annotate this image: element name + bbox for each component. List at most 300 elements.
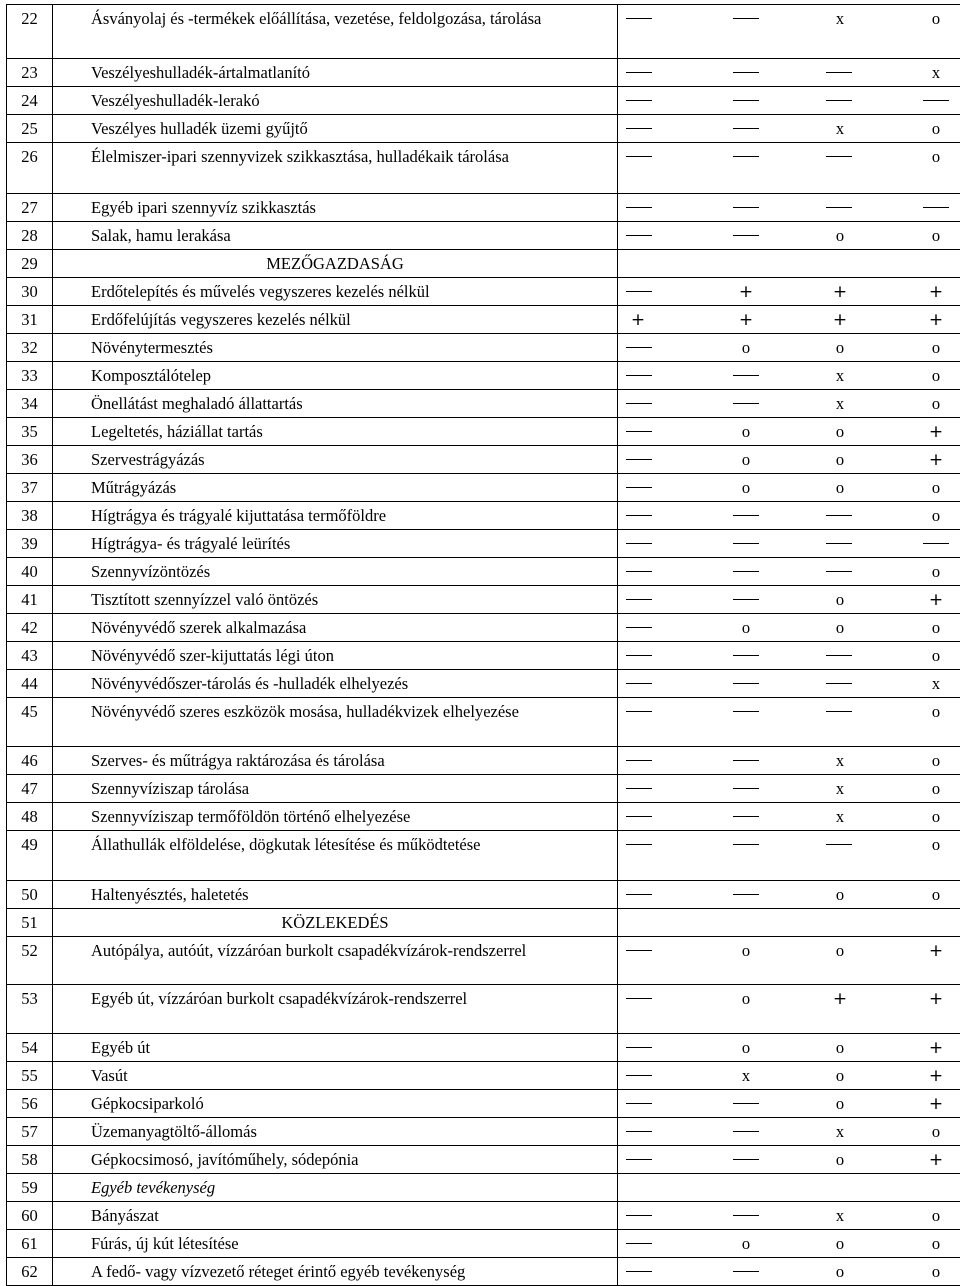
mark-col-2 (733, 894, 759, 895)
mark-col-1 (626, 788, 652, 789)
mark-col-4: o (906, 835, 960, 855)
mark-col-2 (733, 100, 759, 101)
mark-col-4: + (906, 450, 960, 470)
rating-marks (618, 143, 960, 194)
rating-marks (618, 115, 960, 143)
mark-col-4: o (906, 478, 960, 498)
table-row (7, 446, 960, 474)
activity-label: Szennyvíziszap termőföldön történő elhelyezése (53, 803, 618, 831)
section-heading: MEZŐGAZDASÁG (53, 250, 618, 278)
activity-label: Veszélyes hulladék üzemi gyűjtő (53, 115, 618, 143)
mark-col-2: o (716, 1038, 776, 1058)
mark-col-2: o (716, 989, 776, 1009)
mark-col-1 (626, 998, 652, 999)
mark-col-4 (923, 207, 949, 208)
rating-marks (618, 803, 960, 831)
mark-col-2: o (716, 450, 776, 470)
table-row (7, 747, 960, 775)
rating-marks (618, 222, 960, 250)
row-number: 49 (7, 831, 53, 881)
mark-col-3: o (810, 618, 870, 638)
mark-col-3 (826, 515, 852, 516)
mark-col-1 (626, 375, 652, 376)
rating-marks (618, 698, 960, 747)
mark-col-3: o (810, 226, 870, 246)
activity-label: Műtrágyázás (53, 474, 618, 502)
activity-label: Szervestrágyázás (53, 446, 618, 474)
row-number: 53 (7, 985, 53, 1034)
activity-label: Bányászat (53, 1202, 618, 1230)
activity-label: Hígtrágya- és trágyalé leürítés (53, 530, 618, 558)
row-number: 27 (7, 194, 53, 222)
table-row (7, 698, 960, 747)
table-row (7, 502, 960, 530)
mark-col-1 (626, 156, 652, 157)
activity-label: Autópálya, autóút, vízzáróan burkolt csapadékvízárok-rendszerrel (53, 937, 618, 985)
row-number: 45 (7, 698, 53, 747)
table-row (7, 59, 960, 87)
mark-col-2 (733, 760, 759, 761)
mark-col-4: o (906, 885, 960, 905)
mark-col-3: o (810, 590, 870, 610)
table-row (7, 642, 960, 670)
mark-col-2: + (716, 282, 776, 302)
mark-col-2: o (716, 1234, 776, 1254)
row-number: 34 (7, 390, 53, 418)
activity-label: Növényvédő szeres eszközök mosása, hulladékvizek elhelyezése (53, 698, 618, 747)
row-number: 36 (7, 446, 53, 474)
rating-marks (618, 1258, 960, 1286)
row-number: 29 (7, 250, 53, 278)
rating-marks (618, 670, 960, 698)
table-row (7, 1146, 960, 1174)
mark-col-4: + (906, 941, 960, 961)
rating-marks (618, 1146, 960, 1174)
activity-label: Erdőtelepítés és művelés vegyszeres kezelés nélkül (53, 278, 618, 306)
mark-col-1 (626, 459, 652, 460)
mark-col-1 (626, 431, 652, 432)
row-number: 56 (7, 1090, 53, 1118)
rating-marks (618, 194, 960, 222)
mark-col-4: o (906, 119, 960, 139)
mark-col-1 (626, 655, 652, 656)
mark-col-3: o (810, 1262, 870, 1282)
mark-col-4: o (906, 646, 960, 666)
mark-col-1 (626, 403, 652, 404)
rating-marks (618, 1118, 960, 1146)
mark-col-4: o (906, 618, 960, 638)
mark-col-3: o (810, 478, 870, 498)
activity-label: Legeltetés, háziállat tartás (53, 418, 618, 446)
mark-col-1 (626, 1131, 652, 1132)
row-number: 57 (7, 1118, 53, 1146)
mark-col-3 (826, 207, 852, 208)
mark-col-4: x (906, 674, 960, 694)
mark-col-3: + (810, 310, 870, 330)
mark-col-4: o (906, 9, 960, 29)
row-number: 41 (7, 586, 53, 614)
table-row (7, 586, 960, 614)
row-number: 28 (7, 222, 53, 250)
mark-col-4: + (906, 422, 960, 442)
activity-label: Fúrás, új kút létesítése (53, 1230, 618, 1258)
table-row (7, 306, 960, 334)
mark-col-3: o (810, 450, 870, 470)
mark-col-3: o (810, 1234, 870, 1254)
table-row (7, 474, 960, 502)
mark-col-1 (626, 543, 652, 544)
table-row (7, 250, 960, 278)
mark-col-3 (826, 571, 852, 572)
row-number: 22 (7, 5, 53, 59)
table-row (7, 222, 960, 250)
row-number: 51 (7, 909, 53, 937)
mark-col-4: o (906, 562, 960, 582)
rating-marks (618, 558, 960, 586)
row-number: 26 (7, 143, 53, 194)
activity-label: Veszélyeshulladék-lerakó (53, 87, 618, 115)
mark-col-4: + (906, 310, 960, 330)
table-row (7, 5, 960, 59)
activity-label: A fedő- vagy vízvezető réteget érintő egyéb tevékenység (53, 1258, 618, 1286)
mark-col-1 (626, 894, 652, 895)
mark-col-1 (626, 627, 652, 628)
mark-col-3: x (810, 779, 870, 799)
mark-col-4: o (906, 1234, 960, 1254)
mark-col-4: o (906, 1206, 960, 1226)
row-number: 59 (7, 1174, 53, 1202)
activity-label: Egyéb út, vízzáróan burkolt csapadékvízárok-rendszerrel (53, 985, 618, 1034)
mark-col-3: + (810, 989, 870, 1009)
row-number: 61 (7, 1230, 53, 1258)
row-number: 37 (7, 474, 53, 502)
rating-marks (618, 614, 960, 642)
rating-marks (618, 418, 960, 446)
mark-col-2: o (716, 478, 776, 498)
rating-marks (618, 831, 960, 881)
rating-marks (618, 306, 960, 334)
mark-col-3 (826, 156, 852, 157)
row-number: 23 (7, 59, 53, 87)
table-row (7, 614, 960, 642)
rating-marks (618, 1230, 960, 1258)
mark-col-3: o (810, 338, 870, 358)
mark-col-1: + (608, 310, 668, 330)
mark-col-2 (733, 72, 759, 73)
row-number: 25 (7, 115, 53, 143)
table-row (7, 1230, 960, 1258)
row-number: 35 (7, 418, 53, 446)
mark-col-1 (626, 515, 652, 516)
rating-marks (618, 985, 960, 1034)
mark-col-2 (733, 235, 759, 236)
activity-label: Állathullák elföldelése, dögkutak létesítése és működtetése (53, 831, 618, 881)
rating-marks (618, 937, 960, 985)
mark-col-3: x (810, 1122, 870, 1142)
row-number: 60 (7, 1202, 53, 1230)
row-number: 48 (7, 803, 53, 831)
mark-col-1 (626, 683, 652, 684)
rating-marks (618, 775, 960, 803)
activity-label: Egyéb út (53, 1034, 618, 1062)
mark-col-1 (626, 347, 652, 348)
mark-col-1 (626, 760, 652, 761)
table-row (7, 1174, 960, 1202)
rating-marks (618, 446, 960, 474)
rating-marks (618, 1202, 960, 1230)
mark-col-2: + (716, 310, 776, 330)
rating-marks (618, 362, 960, 390)
activity-label: Önellátást meghaladó állattartás (53, 390, 618, 418)
mark-col-1 (626, 487, 652, 488)
mark-col-2 (733, 1271, 759, 1272)
mark-col-1 (626, 128, 652, 129)
row-number: 24 (7, 87, 53, 115)
activity-label: Növényvédő szer-kijuttatás légi úton (53, 642, 618, 670)
mark-col-2 (733, 18, 759, 19)
mark-col-3: o (810, 1066, 870, 1086)
activity-label: Szerves- és műtrágya raktározása és tárolása (53, 747, 618, 775)
mark-col-4: o (906, 702, 960, 722)
rating-marks (618, 5, 960, 59)
mark-col-3 (826, 72, 852, 73)
mark-col-2 (733, 1159, 759, 1160)
mark-col-2: x (716, 1066, 776, 1086)
table-row (7, 937, 960, 985)
row-number: 54 (7, 1034, 53, 1062)
mark-col-2 (733, 599, 759, 600)
mark-col-2: o (716, 618, 776, 638)
row-number: 42 (7, 614, 53, 642)
mark-col-3: o (810, 1094, 870, 1114)
activity-label: Gépkocsiparkoló (53, 1090, 618, 1118)
mark-col-2 (733, 788, 759, 789)
activity-label: Ásványolaj és -termékek előállítása, vezetése, feldolgozása, tárolása (53, 5, 618, 59)
mark-col-1 (626, 1103, 652, 1104)
table-row (7, 803, 960, 831)
activity-label: Növényvédő szerek alkalmazása (53, 614, 618, 642)
mark-col-3 (826, 844, 852, 845)
mark-col-3: o (810, 941, 870, 961)
mark-col-4: o (906, 1262, 960, 1282)
mark-col-2 (733, 711, 759, 712)
activity-label: Szennyvíziszap tárolása (53, 775, 618, 803)
table-row (7, 278, 960, 306)
mark-col-4: + (906, 1066, 960, 1086)
activity-label: Komposztálótelep (53, 362, 618, 390)
mark-col-3: x (810, 366, 870, 386)
table-row (7, 1062, 960, 1090)
mark-col-3 (826, 683, 852, 684)
table-row (7, 530, 960, 558)
rating-marks (618, 909, 960, 937)
row-number: 47 (7, 775, 53, 803)
mark-col-2: o (716, 338, 776, 358)
table-row (7, 1034, 960, 1062)
mark-col-4: x (906, 63, 960, 83)
row-number: 31 (7, 306, 53, 334)
mark-col-2 (733, 128, 759, 129)
rating-marks (618, 530, 960, 558)
mark-col-3: x (810, 807, 870, 827)
activity-label: Haltenyésztés, haletetés (53, 881, 618, 909)
mark-col-3: o (810, 1038, 870, 1058)
mark-col-1 (626, 816, 652, 817)
rating-marks (618, 250, 960, 278)
table-row (7, 390, 960, 418)
row-number: 55 (7, 1062, 53, 1090)
mark-col-3 (826, 711, 852, 712)
mark-col-4: o (906, 338, 960, 358)
rating-marks (618, 474, 960, 502)
mark-col-1 (626, 18, 652, 19)
mark-col-1 (626, 1159, 652, 1160)
mark-col-4: + (906, 282, 960, 302)
mark-col-1 (626, 1075, 652, 1076)
mark-col-4 (923, 543, 949, 544)
mark-col-4: o (906, 394, 960, 414)
table-row (7, 1118, 960, 1146)
rating-marks (618, 59, 960, 87)
rating-marks (618, 1034, 960, 1062)
mark-col-3: x (810, 751, 870, 771)
activity-label: Szennyvízöntözés (53, 558, 618, 586)
activity-label: Egyéb ipari szennyvíz szikkasztás (53, 194, 618, 222)
mark-col-3: x (810, 9, 870, 29)
activity-label: Növénytermesztés (53, 334, 618, 362)
activity-label: Erdőfelújítás vegyszeres kezelés nélkül (53, 306, 618, 334)
mark-col-1 (626, 207, 652, 208)
table-row (7, 1090, 960, 1118)
rating-marks (618, 642, 960, 670)
table-row (7, 334, 960, 362)
mark-col-2 (733, 1103, 759, 1104)
activity-label: Üzemanyagtöltő-állomás (53, 1118, 618, 1146)
mark-col-2 (733, 816, 759, 817)
mark-col-2 (733, 543, 759, 544)
mark-col-1 (626, 711, 652, 712)
activity-label: Vasút (53, 1062, 618, 1090)
table-row (7, 362, 960, 390)
mark-col-1 (626, 235, 652, 236)
mark-col-4: o (906, 779, 960, 799)
mark-col-2 (733, 571, 759, 572)
table-row (7, 670, 960, 698)
table-body (7, 5, 960, 1286)
mark-col-4: o (906, 807, 960, 827)
table-row (7, 909, 960, 937)
rating-marks (618, 390, 960, 418)
rating-marks (618, 1090, 960, 1118)
mark-col-1 (626, 1243, 652, 1244)
table-row (7, 87, 960, 115)
row-number: 39 (7, 530, 53, 558)
mark-col-4: + (906, 1150, 960, 1170)
table-row (7, 1202, 960, 1230)
mark-col-2 (733, 403, 759, 404)
mark-col-3: x (810, 394, 870, 414)
mark-col-1 (626, 571, 652, 572)
rating-marks (618, 278, 960, 306)
mark-col-1 (626, 950, 652, 951)
activity-label: Egyéb tevékenység (53, 1174, 618, 1202)
mark-col-2 (733, 156, 759, 157)
activity-label: Élelmiszer-ipari szennyvizek szikkasztása, hulladékaik tárolása (53, 143, 618, 194)
row-number: 40 (7, 558, 53, 586)
mark-col-3 (826, 655, 852, 656)
mark-col-3: o (810, 885, 870, 905)
mark-col-4: o (906, 147, 960, 167)
mark-col-2 (733, 844, 759, 845)
table-row (7, 115, 960, 143)
mark-col-2 (733, 683, 759, 684)
activity-label: Tisztított szennyízzel való öntözés (53, 586, 618, 614)
mark-col-4: + (906, 1038, 960, 1058)
row-number: 43 (7, 642, 53, 670)
rating-marks (618, 747, 960, 775)
mark-col-4: o (906, 226, 960, 246)
rating-marks (618, 1062, 960, 1090)
activity-label: Növényvédőszer-tárolás és -hulladék elhelyezés (53, 670, 618, 698)
activity-label: Hígtrágya és trágyalé kijuttatása termőföldre (53, 502, 618, 530)
mark-col-1 (626, 72, 652, 73)
row-number: 58 (7, 1146, 53, 1174)
rating-marks (618, 1174, 960, 1202)
mark-col-2 (733, 1131, 759, 1132)
rating-marks (618, 586, 960, 614)
rating-marks (618, 87, 960, 115)
table-row (7, 558, 960, 586)
table-row (7, 985, 960, 1034)
mark-col-3: o (810, 422, 870, 442)
row-number: 52 (7, 937, 53, 985)
rating-marks (618, 334, 960, 362)
row-number: 33 (7, 362, 53, 390)
rating-marks (618, 881, 960, 909)
mark-col-4: o (906, 506, 960, 526)
row-number: 50 (7, 881, 53, 909)
row-number: 32 (7, 334, 53, 362)
mark-col-4: o (906, 366, 960, 386)
activity-label: Veszélyeshulladék-ártalmatlanító (53, 59, 618, 87)
activity-label: Salak, hamu lerakása (53, 222, 618, 250)
mark-col-2 (733, 1215, 759, 1216)
table-row (7, 143, 960, 194)
mark-col-2 (733, 515, 759, 516)
mark-col-3 (826, 543, 852, 544)
mark-col-1 (626, 1047, 652, 1048)
mark-col-1 (626, 1215, 652, 1216)
table-row (7, 881, 960, 909)
mark-col-1 (626, 599, 652, 600)
mark-col-2 (733, 655, 759, 656)
mark-col-2: o (716, 941, 776, 961)
mark-col-3: x (810, 119, 870, 139)
mark-col-4: o (906, 1122, 960, 1142)
rating-marks (618, 502, 960, 530)
row-number: 46 (7, 747, 53, 775)
mark-col-2 (733, 375, 759, 376)
mark-col-1 (626, 291, 652, 292)
mark-col-4: + (906, 989, 960, 1009)
activity-restriction-table (6, 4, 958, 1286)
row-number: 30 (7, 278, 53, 306)
mark-col-2: o (716, 422, 776, 442)
mark-col-4: + (906, 1094, 960, 1114)
table-row (7, 418, 960, 446)
table-row (7, 831, 960, 881)
mark-col-2 (733, 207, 759, 208)
